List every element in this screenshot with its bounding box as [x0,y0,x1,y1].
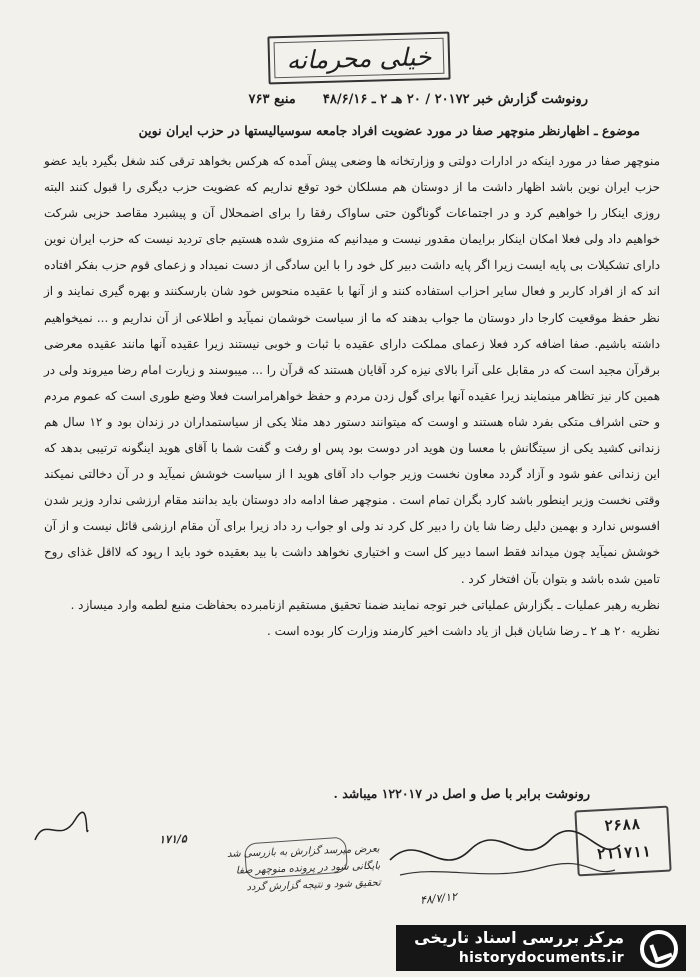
handwritten-line: تحقیق شود و نتیجه گزارش گردد [246,877,381,894]
report-header [68,92,588,107]
handwritten-number: ۱۷۱/۵ [158,832,187,847]
signature-scrawl-right [380,820,630,890]
logo-persian-text: مرکز بررسی اسناد تاریخی [414,928,624,947]
handwritten-line: بعرض میرسد گزارش به بازرسی شد [226,843,380,860]
logo-mark-icon [640,930,678,968]
body-paragraph: منوچهر صفا در مورد اینکه در ادارات دولتی و وزارتخانه ها وضعی پیش آمده که هرکس بخواهد ترقی کند شغل بگیرد باید عضو حزب ایران نوین باشد اظهار داشت ما از دوستان هم مسلکان خود توقع نداریم که عضویت حزب دیگری را قبول کنند البته روزی اینکار را خواهیم کرد و در اجتماعات گوناگون حتی ساواک رفقا را برای اضمحلال آن و پیشبرد مقاصد حزبی شرکت خواهیم داد ولی فعلا امکان اینکار برایمان مقدور نیست و میدانیم که منزوی شده هستیم جای تردید نیست که حزب ایران نوین دارای تشکیلات بی پایه ایست زیرا اگر پایه داشت دبیر کل خود را با این سادگی از دست نمیداد و زعمای قوم حزب بفکر افتاده اند که از افراد کاربر و فعال سایر احزاب استفاده کنند و از آنها با عقیده منحوس خود شان بارسکنند و بهره گیری نمایند و از نظر حفظ موقعیت کارجا دار دوستان ما جواب بدهند که ما از سیاست خوشمان نمیآید و اطلاعی از آن نداریم و ... نمیخواهیم داشته باشیم. صفا اضافه کرد فعلا زعمای مملکت دارای عقیده با ثبات و خوبی نیستند زیرا عقیده آنها مانند عقیده معرضی برقرآن مجید است که در مقابل علی آنرا بالای نیزه کرد آقایان هستند که قرآن را ... میبوسند و زیارت امام رضا میروند ولی در همین کار نیز تظاهر مینمایند زیرا عقیده آنها برای گول زدن مردم و حفظ خواهرامراست فعلا وضع طوری است که عموم مردم و حتی اشراف متکی بفرد شاه هستند و اوست که میتوانند دستور دهد مثلا یکی از سیاستمداران در زندان بود و ۱۲ سال هم زندانی کشید یکی از سیتگانش با معسا ون هوید ادر دوست بود پس او رفت و گفت شما با آقای هوید اینگونه ترتیبی بدهد که این زندانی عفو شود و آزاد گردد معاون نخست وزیر جواب داد آقای هوید ا از سیاست خوشش نمیآید و در آن دخالتی نمیکند وقتی نخست وزیر اینطور باشد کارد بگران تمام است . منوچهر صفا ادامه داد دوستان باید بدانند مقام ارزشی ندارد وزیر شدن افسوس ندارد و بهمین دلیل رضا شا یان را دبیر کل کرد ند ولی او جواب رد داد زیرا برای آن مقام ارزشی قائل نیست و از آن خوشش نمیآید چون میداند فقط اسما دبیر کل است و اختیاری نخواهد داشت با بید بعقیده خود باید ا رپود که لااقل غذای روح تامین شده باشد و بتوان بآن افتخار کرد . [44,154,660,586]
subject-line: موضوع ـ اظهارنظر منوچهر صفا در مورد عضویت افراد جامعه سوسیالیستها در حزب ایران نوین [138,123,640,138]
logo-url-text: historydocuments.ir [458,950,624,966]
report-reference: رونوشت گزارش خبر ۲۰۱۷۲ / ۲۰ هـ ۲ ـ ۴۸/۶/۱۶ [322,92,588,107]
handwritten-annotations [9,824,381,905]
box-number-top: ۲۶۸۸ [603,815,641,835]
analyst-note: نظریه ۲۰ هـ ۲ ـ رضا شایان قبل از یاد داشت اخیر کارمند وزارت کار بوده است . [267,623,660,638]
handwritten-date: ۴۸/۷/۱۲ [419,890,458,907]
report-source: منبع ۷۶۳ [248,92,296,107]
stamp-text: خیلی محرمانه [286,41,432,75]
operations-note: نظریه رهبر عملیات ـ بگزارش عملیاتی خبر توجه نمایند ضمنا تحقیق مستقیم ازنامبرده بحفاظت منبع لطمه وارد میسازد . [70,597,660,612]
confidential-stamp [267,32,450,85]
report-body [44,148,660,644]
copy-verification: رونوشت برابر با صل و اصل در ۱۲۲۰۱۷ میباشد . [333,786,590,801]
box-number-bottom: ۲۱۱۷۱۱ [596,842,652,864]
archive-logo [396,925,686,971]
handwritten-line: بایگانی شود در پرونده منوچهر صفا [235,860,381,877]
